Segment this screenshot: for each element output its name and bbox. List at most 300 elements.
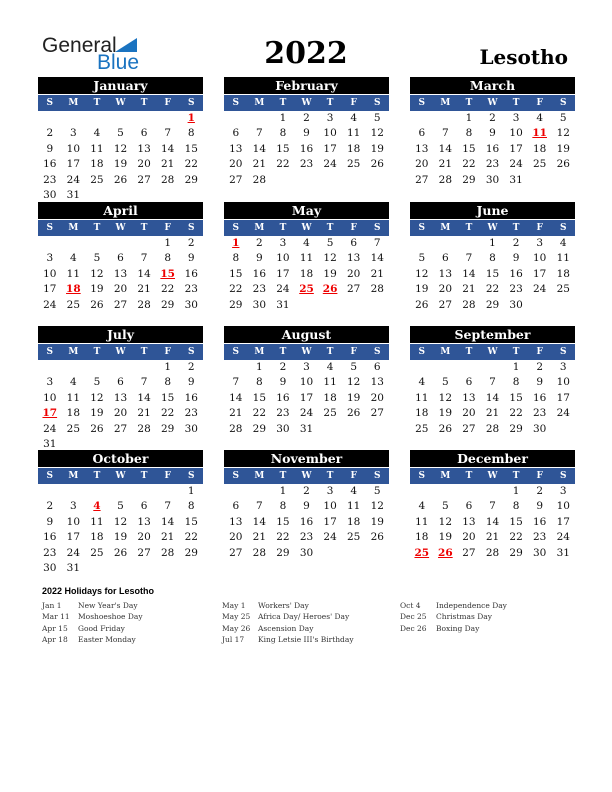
day: 29: [509, 546, 523, 559]
day: 18: [415, 407, 429, 420]
weekday-label: S: [374, 98, 381, 108]
day: 23: [532, 407, 547, 420]
day: 2: [303, 485, 310, 497]
empty-day: [365, 422, 389, 437]
day: 15: [509, 391, 523, 404]
holiday-date: May 26: [222, 623, 251, 633]
day: 30: [485, 173, 500, 186]
empty-day: [132, 236, 156, 251]
empty-day: [62, 360, 86, 375]
day: 12: [113, 142, 128, 155]
week-row: [224, 251, 389, 266]
day: 12: [415, 267, 429, 280]
day: 3: [559, 485, 567, 497]
day: 21: [229, 407, 243, 420]
empty-day: [38, 360, 62, 375]
week-row: [38, 236, 203, 251]
empty-day: [434, 484, 458, 499]
day: 12: [90, 267, 104, 280]
day: 14: [229, 391, 243, 404]
week-row: [224, 391, 389, 406]
week-row: [224, 126, 389, 141]
day: 29: [509, 422, 523, 435]
day: 17: [43, 283, 57, 296]
empty-day: [62, 236, 86, 251]
day: 5: [117, 500, 124, 513]
day: 31: [509, 173, 523, 186]
day: 26: [415, 298, 429, 311]
day: 30: [509, 298, 523, 311]
day: 10: [66, 142, 81, 155]
day: 11: [346, 127, 361, 140]
week-row: [224, 515, 389, 530]
day: 2: [536, 485, 544, 497]
empty-day: [457, 484, 481, 499]
day: 2: [187, 237, 195, 249]
day: 24: [43, 422, 57, 435]
day: 7: [256, 500, 263, 513]
day: 16: [532, 515, 547, 528]
day: 20: [462, 407, 476, 420]
day: 6: [418, 127, 426, 140]
holiday-column: [222, 601, 354, 646]
weekday-label: F: [164, 471, 171, 481]
week-row: [224, 282, 389, 297]
week-row: [410, 375, 575, 390]
day: 26: [113, 173, 128, 186]
day: 9: [536, 500, 544, 513]
day: 1: [512, 361, 520, 373]
month-august: [224, 326, 389, 437]
week-row: [410, 173, 575, 188]
day: 11: [66, 267, 81, 280]
day: 10: [323, 500, 337, 513]
empty-day: [85, 360, 109, 375]
weekday-header: [38, 468, 203, 484]
empty-day: [434, 111, 458, 126]
weekday-label: T: [93, 347, 101, 357]
week-row: [38, 251, 203, 266]
day: 22: [485, 283, 500, 296]
day: 18: [323, 391, 337, 404]
week-row: [38, 157, 203, 172]
day: 13: [137, 515, 151, 528]
weekday-label: T: [279, 347, 287, 357]
day: 21: [160, 531, 175, 544]
day: 9: [187, 376, 195, 389]
weekday-header: [224, 95, 389, 111]
day: 17: [509, 142, 523, 155]
day: 1: [465, 112, 473, 124]
day: 31: [556, 546, 570, 559]
month-september: [410, 326, 575, 437]
day: 24: [509, 158, 523, 171]
day: 5: [93, 376, 101, 389]
weekday-label: T: [140, 223, 148, 233]
day: 27: [113, 298, 128, 311]
day: 5: [442, 500, 449, 513]
day: 5: [326, 237, 334, 249]
year-title: 2022: [264, 36, 348, 71]
day: 23: [485, 158, 500, 171]
week-row: [224, 499, 389, 514]
month-november: [224, 450, 389, 561]
day: 21: [462, 283, 476, 296]
day: 30: [43, 561, 57, 574]
day: 5: [373, 485, 381, 497]
day: 21: [485, 531, 500, 544]
day: 31: [276, 298, 290, 311]
weekday-label: F: [350, 347, 357, 357]
day: 11: [90, 142, 104, 155]
day: 25: [90, 173, 104, 186]
day: 28: [252, 546, 267, 559]
day: 13: [415, 142, 429, 155]
weekday-label: S: [560, 223, 567, 233]
week-row: [38, 267, 203, 282]
weekday-label: M: [254, 223, 265, 233]
week-row: [224, 111, 389, 126]
weekday-label: F: [536, 98, 543, 108]
day: 24: [556, 531, 570, 544]
day: 4: [418, 376, 426, 389]
weekday-label: T: [326, 223, 334, 233]
day: 15: [252, 391, 267, 404]
holiday-date: Jul 17: [222, 634, 245, 644]
week-row: [224, 298, 389, 313]
day: 4: [303, 237, 310, 249]
day: 24: [43, 298, 57, 311]
day: 7: [164, 127, 172, 140]
weekday-label: S: [232, 223, 240, 233]
weekday-label: T: [512, 98, 520, 108]
day: 9: [46, 142, 54, 155]
day: 31: [299, 422, 314, 435]
empty-day: [481, 360, 505, 375]
week-row: [410, 126, 575, 141]
day: 11: [556, 252, 570, 265]
day: 8: [465, 127, 473, 140]
day: 17: [66, 158, 81, 171]
weekday-label: T: [93, 471, 101, 481]
month-title: March: [410, 77, 575, 94]
day: 18: [66, 407, 81, 420]
weekday-label: T: [465, 347, 473, 357]
day: 20: [137, 531, 151, 544]
day: 4: [536, 112, 544, 124]
day: 15: [276, 515, 290, 528]
week-row: [410, 515, 575, 530]
day: 27: [462, 422, 476, 435]
month-title: May: [224, 202, 389, 219]
week-row: [224, 173, 389, 188]
empty-day: [551, 298, 575, 313]
day: 22: [160, 407, 175, 420]
day: 9: [303, 500, 310, 513]
week-row: [38, 546, 203, 561]
day: 18: [90, 158, 104, 171]
week-row: [38, 391, 203, 406]
weekday-label: S: [560, 98, 567, 108]
empty-day: [365, 298, 389, 313]
day: 31: [66, 188, 81, 201]
weekday-label: T: [279, 471, 287, 481]
day: 8: [187, 500, 195, 513]
weekday-header: [38, 95, 203, 111]
day: 29: [160, 298, 175, 311]
day: 13: [370, 376, 384, 389]
day: 3: [559, 361, 567, 373]
holiday-name: Moshoeshoe Day: [78, 612, 143, 622]
day: 24: [323, 158, 337, 171]
day: 25: [532, 158, 547, 171]
empty-day: [85, 484, 109, 499]
day: 10: [299, 376, 314, 389]
week-row: [410, 406, 575, 421]
day: 23: [43, 173, 57, 186]
month-april: [38, 202, 203, 313]
day: 18: [532, 142, 547, 155]
empty-day: [156, 111, 180, 126]
day: 19: [113, 531, 128, 544]
day: 27: [415, 173, 429, 186]
day: 30: [299, 546, 314, 559]
day: 2: [279, 361, 287, 373]
holiday-day: 15: [160, 267, 175, 280]
day: 22: [252, 407, 267, 420]
day: 30: [276, 422, 290, 435]
empty-day: [342, 546, 366, 561]
day: 9: [536, 376, 544, 389]
day: 13: [438, 267, 453, 280]
weekday-label: F: [536, 347, 543, 357]
day: 22: [184, 158, 198, 171]
holiday-date: Apr 15: [42, 623, 68, 633]
week-row: [410, 298, 575, 313]
empty-day: [342, 298, 366, 313]
month-july: [38, 326, 203, 452]
holiday-day: 17: [42, 407, 58, 420]
weekday-label: S: [232, 98, 240, 108]
weekday-label: M: [68, 471, 79, 481]
holiday-item: [42, 635, 143, 646]
day: 27: [137, 546, 151, 559]
day: 9: [187, 252, 195, 265]
holiday-day: 4: [93, 500, 101, 513]
day: 12: [323, 252, 337, 265]
empty-day: [365, 546, 389, 561]
weekday-label: M: [440, 98, 451, 108]
holiday-item: [222, 624, 354, 635]
weekday-label: W: [487, 223, 498, 233]
day: 27: [137, 173, 151, 186]
day: 23: [184, 283, 198, 296]
weekday-header: [224, 344, 389, 360]
day: 25: [346, 158, 361, 171]
day: 6: [117, 252, 124, 265]
weekday-header: [410, 468, 575, 484]
day: 19: [90, 407, 104, 420]
day: 20: [229, 158, 243, 171]
empty-day: [62, 111, 86, 126]
day: 7: [442, 127, 449, 140]
day: 21: [252, 158, 267, 171]
day: 18: [346, 142, 361, 155]
weekday-header: [224, 468, 389, 484]
weekday-label: T: [140, 98, 148, 108]
weekday-label: W: [115, 347, 126, 357]
day: 26: [370, 531, 384, 544]
holiday-item: [222, 601, 354, 612]
weekday-label: S: [188, 347, 195, 357]
day: 22: [462, 158, 476, 171]
week-row: [38, 561, 203, 576]
week-row: [410, 530, 575, 545]
week-row: [38, 142, 203, 157]
weekday-label: S: [418, 98, 426, 108]
day: 26: [370, 158, 384, 171]
day: 27: [462, 546, 476, 559]
day: 15: [184, 515, 198, 528]
holiday-day: 25: [414, 546, 430, 559]
day: 19: [438, 407, 453, 420]
empty-day: [295, 298, 319, 313]
day: 10: [556, 500, 570, 513]
week-row: [224, 236, 389, 251]
week-row: [224, 375, 389, 390]
day: 25: [346, 531, 361, 544]
holiday-name: Africa Day/ Heroes' Day: [258, 612, 350, 622]
weekday-label: T: [140, 347, 148, 357]
day: 7: [489, 376, 496, 389]
day: 19: [113, 158, 128, 171]
holiday-item: [222, 635, 354, 646]
empty-day: [156, 484, 180, 499]
day: 4: [559, 237, 567, 249]
day: 9: [512, 252, 520, 265]
weekday-label: M: [68, 98, 79, 108]
day: 3: [46, 376, 54, 389]
week-row: [38, 126, 203, 141]
holiday-item: [400, 612, 507, 623]
month-title: June: [410, 202, 575, 219]
day: 11: [415, 515, 429, 528]
day: 7: [232, 376, 240, 389]
month-title: December: [410, 450, 575, 467]
empty-day: [109, 360, 133, 375]
day: 12: [90, 391, 104, 404]
holiday-item: [400, 624, 507, 635]
holiday-day: 1: [187, 112, 195, 124]
empty-day: [109, 111, 133, 126]
day: 14: [252, 142, 267, 155]
day: 9: [46, 515, 54, 528]
holiday-name: Easter Monday: [78, 634, 136, 644]
day: 9: [303, 127, 310, 140]
empty-day: [434, 236, 458, 251]
weekday-label: W: [115, 223, 126, 233]
day: 21: [160, 158, 175, 171]
day: 8: [187, 127, 195, 140]
day: 31: [43, 437, 57, 450]
day: 2: [46, 127, 54, 140]
weekday-label: M: [440, 471, 451, 481]
weekday-label: W: [301, 98, 312, 108]
country-title: Lesotho: [479, 45, 568, 69]
day: 5: [373, 112, 381, 124]
empty-day: [528, 298, 552, 313]
day: 19: [438, 531, 453, 544]
month-title: November: [224, 450, 389, 467]
day: 4: [418, 500, 426, 513]
weekday-label: M: [440, 347, 451, 357]
holiday-name: King Letsie III's Birthday: [258, 634, 354, 644]
day: 3: [326, 112, 334, 124]
day: 28: [137, 422, 151, 435]
holiday-day: 25: [299, 283, 314, 296]
day: 15: [276, 142, 290, 155]
empty-day: [457, 360, 481, 375]
weekday-label: M: [68, 223, 79, 233]
day: 8: [256, 376, 263, 389]
day: 20: [438, 283, 453, 296]
day: 3: [303, 361, 310, 373]
day: 7: [140, 252, 148, 265]
day: 8: [279, 500, 287, 513]
day: 29: [184, 546, 198, 559]
day: 23: [276, 407, 290, 420]
day: 13: [113, 267, 128, 280]
day: 28: [438, 173, 453, 186]
day: 29: [276, 546, 290, 559]
day: 16: [276, 391, 290, 404]
month-title: January: [38, 77, 203, 94]
empty-day: [551, 173, 575, 188]
week-row: [38, 360, 203, 375]
week-row: [410, 391, 575, 406]
weekday-label: F: [350, 471, 357, 481]
day: 9: [256, 252, 263, 265]
day: 18: [415, 531, 429, 544]
month-december: [410, 450, 575, 561]
day: 18: [556, 267, 570, 280]
day: 24: [532, 283, 547, 296]
day: 8: [512, 376, 520, 389]
day: 30: [43, 188, 57, 201]
empty-day: [434, 360, 458, 375]
day: 28: [485, 422, 500, 435]
weekday-label: T: [465, 98, 473, 108]
day: 29: [462, 173, 476, 186]
empty-day: [410, 484, 434, 499]
day: 25: [90, 546, 104, 559]
day: 22: [276, 531, 290, 544]
holiday-name: Christmas Day: [436, 612, 492, 622]
empty-day: [481, 484, 505, 499]
day: 3: [512, 112, 520, 124]
day: 14: [485, 515, 500, 528]
day: 23: [509, 283, 523, 296]
holidays-title: 2022 Holidays for Lesotho: [42, 586, 155, 596]
weekday-label: T: [512, 347, 520, 357]
weekday-label: T: [279, 223, 287, 233]
day: 13: [113, 391, 128, 404]
month-title: April: [38, 202, 203, 219]
weekday-label: T: [279, 98, 287, 108]
empty-day: [365, 173, 389, 188]
day: 7: [373, 237, 381, 249]
empty-day: [318, 298, 342, 313]
